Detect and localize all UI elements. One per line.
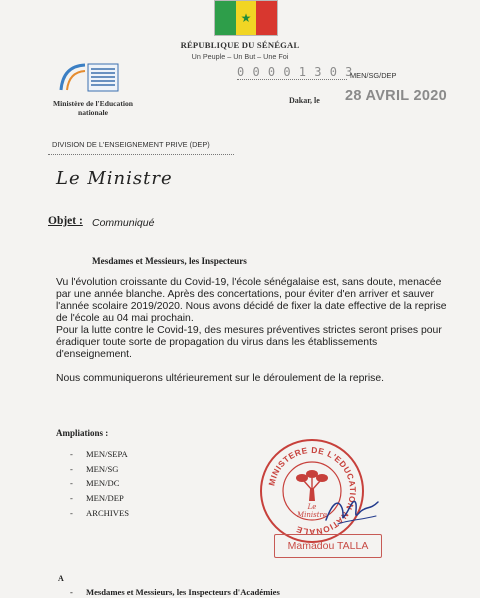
ampliation-text: ARCHIVES — [86, 507, 129, 518]
body-paragraph-1: Vu l'évolution croissante du Covid-19, l'école sénégalaise est, sans doute, menacée par une année blanche. Après des concertations, pour éviter d'en arriver et sauver l'année scolaire 2019/2020. Nous avons décidé de fixer la date effective de la reprise de l'école au 04 mai prochain. — [56, 277, 447, 324]
paragraph-gap — [56, 361, 452, 373]
recipient-item — [70, 587, 280, 597]
letter-body — [56, 277, 452, 385]
ministry-name: Ministère de l'Education nationale — [52, 99, 134, 118]
senegal-flag — [214, 0, 278, 36]
reference-underline — [237, 79, 347, 80]
ampliations-list — [70, 447, 129, 520]
place-label: Dakar, le — [289, 96, 320, 105]
signatory-name: Mamadou TALLA — [274, 534, 382, 558]
recipient-text: Mesdames et Messieurs, les Inspecteurs d'Académies — [86, 587, 280, 597]
ampliation-item — [70, 505, 129, 520]
salutation: Mesdames et Messieurs, les Inspecteurs — [92, 256, 247, 266]
body-paragraph-2: Pour la lutte contre le Covid-19, des mesures préventives strictes seront prises pour éradiquer toute sorte de propagation du virus dans les établissements d'enseignement. — [56, 325, 442, 360]
reference-suffix: MEN/SG/DEP — [350, 71, 397, 80]
flag-star-icon: ★ — [240, 10, 252, 25]
ampliation-text: MEN/DC — [86, 478, 120, 489]
division-underline — [48, 154, 234, 155]
ampliation-item — [70, 476, 129, 491]
flag-green-band — [215, 1, 236, 35]
list-dash: - — [70, 507, 73, 518]
ampliation-item — [70, 491, 129, 506]
seal-ring-text: MINISTERE DE L'EDUCATION NATIONALE — [266, 444, 359, 538]
subject-value: Communiqué — [92, 217, 155, 229]
ampliation-item — [70, 447, 129, 462]
subject-label: Objet : — [48, 215, 83, 227]
division-name: DIVISION DE L'ENSEIGNEMENT PRIVE (DEP) — [52, 140, 210, 149]
signatory-title: Le Ministre — [56, 168, 173, 189]
ministry-logo — [55, 60, 123, 96]
letter-date: 28 AVRIL 2020 — [345, 88, 447, 104]
ampliation-text: MEN/SEPA — [86, 449, 128, 460]
seal-center-line2: Ministre — [296, 511, 328, 519]
list-dash: - — [70, 493, 73, 504]
ampliation-item — [70, 462, 129, 477]
ampliation-text: MEN/SG — [86, 463, 119, 474]
handwritten-signature — [320, 490, 382, 530]
seal-center-line1: Le — [307, 503, 317, 511]
list-dash: - — [70, 587, 73, 597]
ampliation-text: MEN/DEP — [86, 493, 124, 504]
list-dash: - — [70, 449, 73, 460]
list-dash: - — [70, 478, 73, 489]
flag-yellow-band — [236, 1, 257, 35]
flag-red-band — [256, 1, 277, 35]
ampliations-label: Ampliations : — [56, 428, 109, 438]
reference-number: 0 0 0 0 1 3 0 3 — [237, 65, 353, 79]
republic-heading: RÉPUBLIQUE DU SÉNÉGAL — [180, 40, 300, 50]
body-paragraph-3: Nous communiquerons ultérieurement sur le déroulement de la reprise. — [56, 373, 385, 384]
recipients-label: A — [58, 574, 64, 583]
national-motto: Un Peuple – Un But – Une Foi — [191, 52, 289, 61]
list-dash: - — [70, 463, 73, 474]
